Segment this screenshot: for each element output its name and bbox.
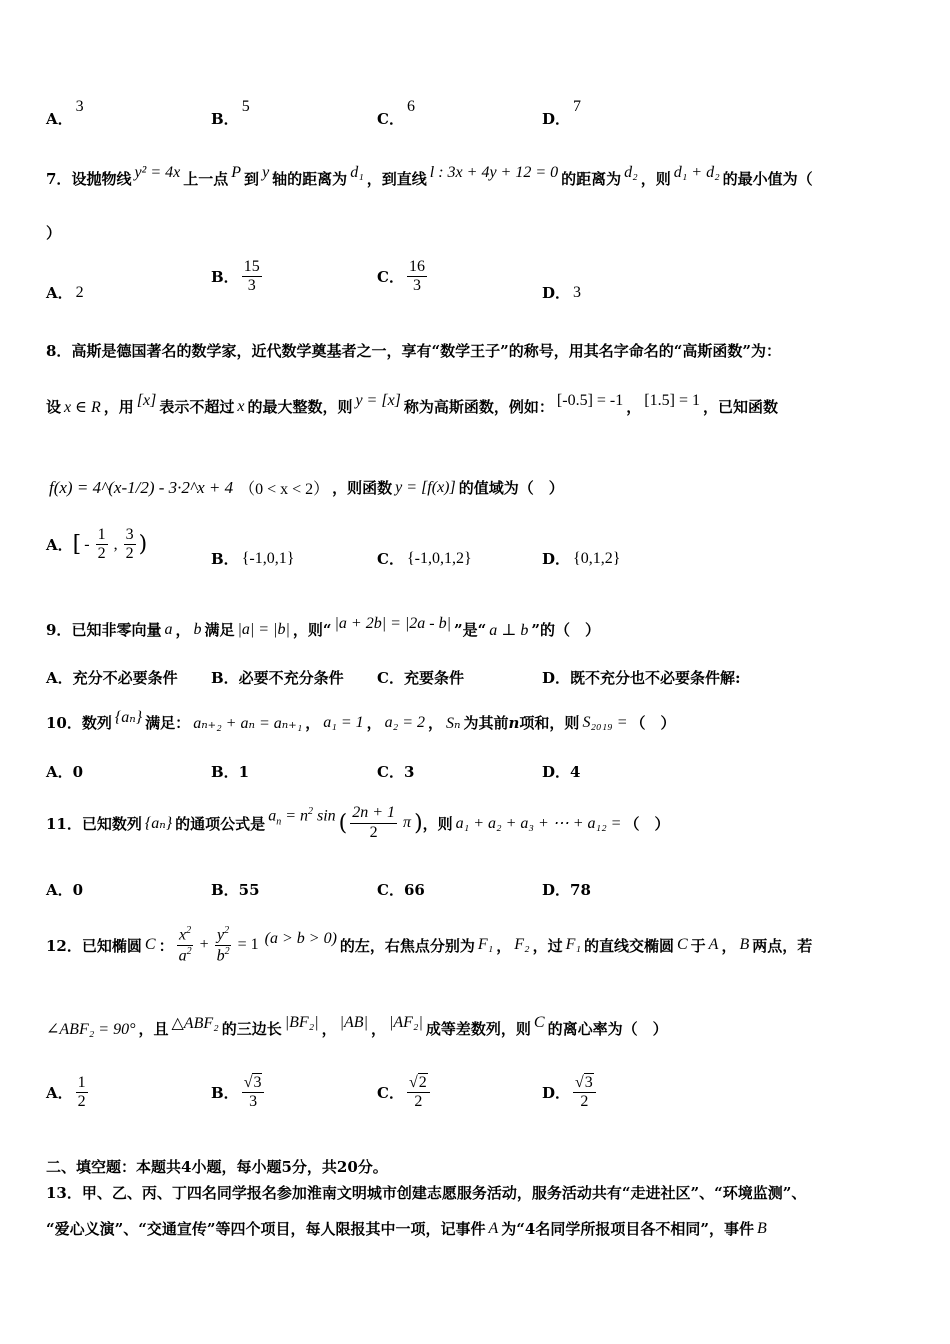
fraction: [407, 258, 427, 296]
stem-text: 轴的距离为: [272, 170, 348, 188]
q6-option-d: [542, 97, 584, 129]
line-equation: l : 3x + 4y + 12 = 0: [429, 163, 559, 181]
option-text: D．4: [542, 763, 581, 781]
stem-text: 的通项公式是: [175, 814, 266, 833]
option-text: A．0: [46, 881, 84, 899]
denominator: $b^2$: [216, 945, 230, 964]
q7-stem-close: [46, 222, 910, 243]
option-value: 3: [573, 283, 582, 301]
axis-y: y: [262, 163, 270, 181]
question-number: 12．: [46, 936, 82, 955]
stem-text: ，: [175, 621, 191, 639]
floor-function: y = [f(x)]: [395, 478, 456, 496]
stem-text: 的值域为（ ）: [458, 479, 564, 497]
equals-one: = 1: [237, 936, 259, 953]
section-heading: 二、填空题：本题共4小题，每小题5分，共20分。: [46, 1158, 388, 1176]
focus-f2: F₂: [514, 936, 530, 953]
ellipse-c: C: [676, 936, 688, 953]
option-value: 6: [406, 97, 415, 115]
denominator: 3: [247, 277, 256, 295]
stem-text: ，: [496, 936, 512, 955]
option-text: A．充分不必要条件: [46, 669, 178, 687]
q10-option-b: [211, 761, 249, 782]
stem-text: 已知数列: [81, 814, 142, 833]
question-number: 11．: [46, 814, 82, 833]
initial-a2: a₂ = 2: [384, 713, 425, 731]
stem-text: ，则“: [292, 621, 332, 639]
question-number: 7．: [46, 170, 72, 188]
fraction: [177, 925, 194, 965]
option-value: {-1,0,1,2}: [406, 549, 472, 567]
q7-option-a: [46, 282, 87, 303]
open-bracket: [: [72, 532, 82, 558]
vector-a: a: [164, 620, 173, 638]
denominator: $a^2$: [178, 945, 192, 964]
option-label: D．: [542, 1084, 571, 1103]
stem-text: ）: [46, 224, 62, 242]
stem-text: ：: [158, 936, 174, 955]
vector-b: b: [193, 620, 202, 638]
denominator: 3: [412, 277, 421, 295]
magnitude-condition: |a| = |b|: [237, 620, 290, 638]
magnitude-equation: |a + 2b| = |2a - b|: [334, 614, 452, 632]
numerator: 2n + 1: [350, 804, 397, 823]
option-text: C．充要条件: [377, 669, 464, 687]
denominator: 2: [97, 545, 106, 563]
stem-text: ，则函数: [332, 479, 393, 497]
stem-text: ，: [305, 714, 321, 732]
option-text: C．3: [377, 763, 415, 781]
stem-text: 的左，右焦点分别为: [339, 936, 475, 955]
stem-text: 设抛物线: [71, 170, 132, 188]
numerator: $y^2$: [215, 925, 231, 946]
parabola-equation: y² = 4x: [134, 163, 181, 181]
event-a: A: [488, 1219, 499, 1237]
stem-text: 已知椭圆: [81, 936, 142, 955]
q13-line-2: [46, 1218, 910, 1239]
q12-option-d: [542, 1074, 599, 1112]
q12-stem-cont: [46, 1013, 910, 1039]
stem-text: 的直线交椭圆: [583, 936, 674, 955]
stem-text: ，过: [532, 936, 563, 955]
denominator: 2: [125, 545, 134, 563]
stem-text: 数列: [81, 714, 112, 732]
q10-stem: [46, 708, 910, 733]
stem-text: ，: [626, 398, 642, 416]
option-value: {-1,0,1}: [241, 549, 295, 567]
stem-text: ，: [428, 714, 444, 732]
floor-x: [x]: [136, 391, 157, 409]
stem-text: 满足：: [145, 714, 191, 732]
side-bf2: |BF₂|: [284, 1013, 319, 1031]
stem-text: （ ）: [630, 714, 676, 732]
stem-text: 两点，若: [752, 936, 813, 955]
denominator: 2: [414, 1093, 423, 1111]
q8-option-d: [542, 548, 623, 569]
q8-intro: [46, 340, 910, 361]
right-angle: ∠ABF₂ = 90°: [46, 1020, 136, 1038]
q7-option-b: [211, 258, 265, 296]
fraction: [124, 526, 136, 564]
stem-text: ，到直线: [366, 170, 427, 188]
question-number: 9．: [46, 621, 72, 639]
q11-stem: [46, 798, 910, 848]
q11-option-d: [542, 879, 591, 900]
variable-n: n: [508, 713, 520, 732]
stem-text: 成等差数列，则: [425, 1020, 531, 1038]
point-a: A: [708, 936, 719, 953]
q6-option-c: [377, 97, 418, 129]
fraction: [242, 258, 262, 296]
point-b: B: [739, 936, 750, 953]
q11-option-c: [377, 879, 425, 900]
stem-text: 于: [690, 936, 706, 955]
triangle: △ABF₂: [171, 1014, 219, 1032]
stem-text: 的最小值为（: [722, 170, 813, 188]
fraction: [76, 1074, 88, 1112]
gauss-function: y = [x]: [355, 391, 401, 409]
numerator: √3: [242, 1074, 265, 1093]
option-text: C．66: [377, 881, 425, 899]
stem-text: ，: [321, 1020, 337, 1038]
stem-text: 为“4名同学所报项目各不相同”，事件: [501, 1220, 754, 1238]
ellipse-condition: (a > b > 0): [264, 930, 337, 947]
numerator: 15: [242, 258, 262, 277]
fraction: [407, 1074, 430, 1112]
general-term: $a_n = n^2$ sin: [268, 806, 336, 828]
stem-text: （ ）: [624, 814, 670, 833]
open-paren: (: [338, 810, 348, 836]
q6-option-a: [46, 97, 87, 129]
stem-text: ，则: [640, 170, 671, 188]
q7-stem: [46, 163, 910, 189]
stem-text: 项和，则: [519, 714, 580, 732]
fraction: [242, 1074, 265, 1112]
distance-d2: d₂: [624, 163, 638, 181]
numerator: 3: [124, 526, 136, 545]
stem-text: 为其前: [463, 714, 509, 732]
stem-text: ，用: [103, 398, 134, 416]
initial-a1: a₁ = 1: [323, 713, 364, 731]
stem-text: 高斯是德国著名的数学家，近代数学奠基者之一，享有“数学王子”的称号，用其名字命名的“高斯函数”为：: [71, 342, 781, 360]
q8-option-c: [377, 548, 475, 569]
side-ab: |AB|: [339, 1013, 368, 1031]
option-value: 2: [75, 283, 84, 301]
close-paren: ): [414, 810, 423, 836]
stem-text: 的离心率为（ ）: [547, 1020, 668, 1038]
stem-text: ，: [721, 936, 737, 955]
fraction: [215, 925, 232, 965]
option-label: D．: [542, 110, 571, 128]
stem-text: ”的（ ）: [531, 621, 600, 639]
q13-line-1: [46, 1182, 910, 1203]
q12-option-c: [377, 1074, 433, 1112]
q9-option-a: [46, 667, 178, 688]
distance-sum: d₁ + d₂: [673, 163, 720, 181]
stem-text: 满足: [204, 621, 235, 639]
stem-text: ，则: [422, 814, 453, 833]
ellipse-c: C: [144, 936, 156, 953]
numerator: $x^2$: [177, 925, 193, 946]
example-1: [-0.5] = -1: [556, 391, 624, 409]
recurrence: aₙ₊₂ + aₙ = aₙ₊₁: [193, 714, 303, 732]
stem-text: 的最大整数，则: [247, 398, 353, 416]
option-text: B．55: [211, 881, 260, 899]
sequence: {aₙ}: [144, 815, 173, 832]
sum-2019: S₂₀₁₉ =: [582, 713, 628, 731]
option-label: D．: [542, 550, 571, 568]
stem-text: 称为高斯函数，例如：: [403, 398, 554, 416]
stem-text: 上一点: [183, 170, 229, 188]
stem-text: ，: [370, 1020, 386, 1038]
option-label: C．: [377, 1084, 404, 1103]
ellipse-c: C: [533, 1013, 545, 1031]
option-text: B．1: [211, 763, 250, 781]
q7-option-c: [377, 258, 430, 296]
focus-f1: F₁: [565, 936, 581, 953]
question-number: 10．: [46, 714, 82, 732]
option-label: A．: [46, 110, 73, 128]
stem-text: ，已知函数: [702, 398, 778, 416]
numerator: 1: [76, 1074, 88, 1093]
q9-stem: [46, 614, 910, 640]
perpendicular: a ⊥ b: [489, 621, 529, 639]
point-p: P: [231, 163, 242, 181]
q10-option-c: [377, 761, 414, 782]
q6-option-b: [211, 97, 253, 129]
side-af2: |AF₂|: [388, 1013, 423, 1031]
stem-text: 表示不超过: [159, 398, 235, 416]
example-2: [1.5] = 1: [644, 391, 700, 409]
function-fx: f(x) = 4^(x-1/2) - 3·2^x + 4: [49, 477, 234, 497]
option-label: C．: [377, 550, 404, 568]
q8-function: [46, 476, 910, 499]
q9-option-b: [211, 667, 344, 688]
x-in-reals: x ∈ R: [64, 398, 101, 416]
denominator: 2: [77, 1093, 86, 1111]
option-value: 7: [573, 97, 582, 115]
q8-definition: [46, 391, 910, 417]
comma: ,: [113, 535, 118, 553]
stem-text: 的距离为: [561, 170, 622, 188]
q12-option-a: [46, 1074, 91, 1112]
stem-text: ，: [366, 714, 382, 732]
series-sum: a₁ + a₂ + a₃ + ⋯ + a₁₂ =: [455, 815, 622, 832]
option-text: B．必要不充分条件: [211, 669, 344, 687]
pi-symbol: π: [403, 814, 412, 831]
stem-text: 设: [46, 398, 62, 416]
fraction: [96, 526, 108, 564]
numerator: √2: [407, 1074, 430, 1093]
stem-text: 到: [244, 170, 260, 188]
fraction: [573, 1074, 596, 1112]
option-value: 3: [75, 97, 84, 115]
option-text: A．0: [46, 763, 84, 781]
q10-option-a: [46, 761, 83, 782]
q7-option-d: [542, 282, 584, 303]
option-label: B．: [211, 550, 239, 568]
numerator: 16: [407, 258, 427, 277]
option-value: 5: [241, 97, 250, 115]
numerator: √3: [573, 1074, 596, 1093]
option-label: B．: [211, 1084, 239, 1103]
stem-text: “爱心义演”、“交通宣传”等四个项目，每人限报其中一项，记事件: [46, 1220, 486, 1238]
focus-f1: F₁: [477, 936, 494, 953]
domain: （0 < x < 2）: [239, 481, 330, 498]
denominator: 3: [249, 1093, 258, 1111]
option-text: D．既不充分也不必要条件解:: [542, 669, 741, 687]
option-label: C．: [377, 110, 404, 128]
variable-x: x: [237, 397, 245, 415]
q11-option-b: [211, 879, 260, 900]
partial-sum: Sₙ: [446, 714, 461, 732]
plus-sign: +: [199, 936, 209, 953]
denominator: 2: [369, 823, 378, 841]
q12-stem: [46, 915, 910, 975]
q12-option-b: [211, 1074, 267, 1112]
sequence: {aₙ}: [114, 708, 143, 726]
q9-option-d: [542, 667, 741, 688]
stem-text: ”是“: [454, 621, 487, 639]
close-paren: ): [138, 532, 148, 558]
option-label: A．: [46, 1084, 73, 1103]
option-label: B．: [211, 268, 239, 287]
stem-text: 已知非零向量: [71, 621, 162, 639]
event-b: B: [757, 1219, 767, 1237]
fraction: [350, 804, 397, 842]
option-label: C．: [377, 268, 404, 287]
distance-d1: d₁: [350, 163, 364, 181]
numerator: 1: [96, 526, 108, 545]
stem-text: 的三边长: [221, 1020, 282, 1038]
option-label: A．: [46, 284, 73, 302]
denominator: 2: [580, 1093, 589, 1111]
stem-text: 甲、乙、丙、丁四名同学报名参加淮南文明城市创建志愿服务活动，服务活动共有“走进社区”、“环境监测”、: [81, 1184, 807, 1202]
question-number: 13．: [46, 1184, 82, 1202]
q9-option-c: [377, 667, 464, 688]
q8-option-b: [211, 548, 297, 569]
option-label: D．: [542, 284, 571, 302]
stem-text: ，且: [138, 1020, 169, 1038]
option-label: A．: [46, 536, 73, 555]
option-label: B．: [211, 110, 239, 128]
q8-option-a: [46, 526, 147, 564]
minus-sign: -: [84, 535, 90, 553]
q11-option-a: [46, 879, 83, 900]
option-value: {0,1,2}: [573, 549, 621, 567]
q10-option-d: [542, 761, 580, 782]
option-text: D．78: [542, 881, 591, 899]
question-number: 8．: [46, 342, 72, 360]
